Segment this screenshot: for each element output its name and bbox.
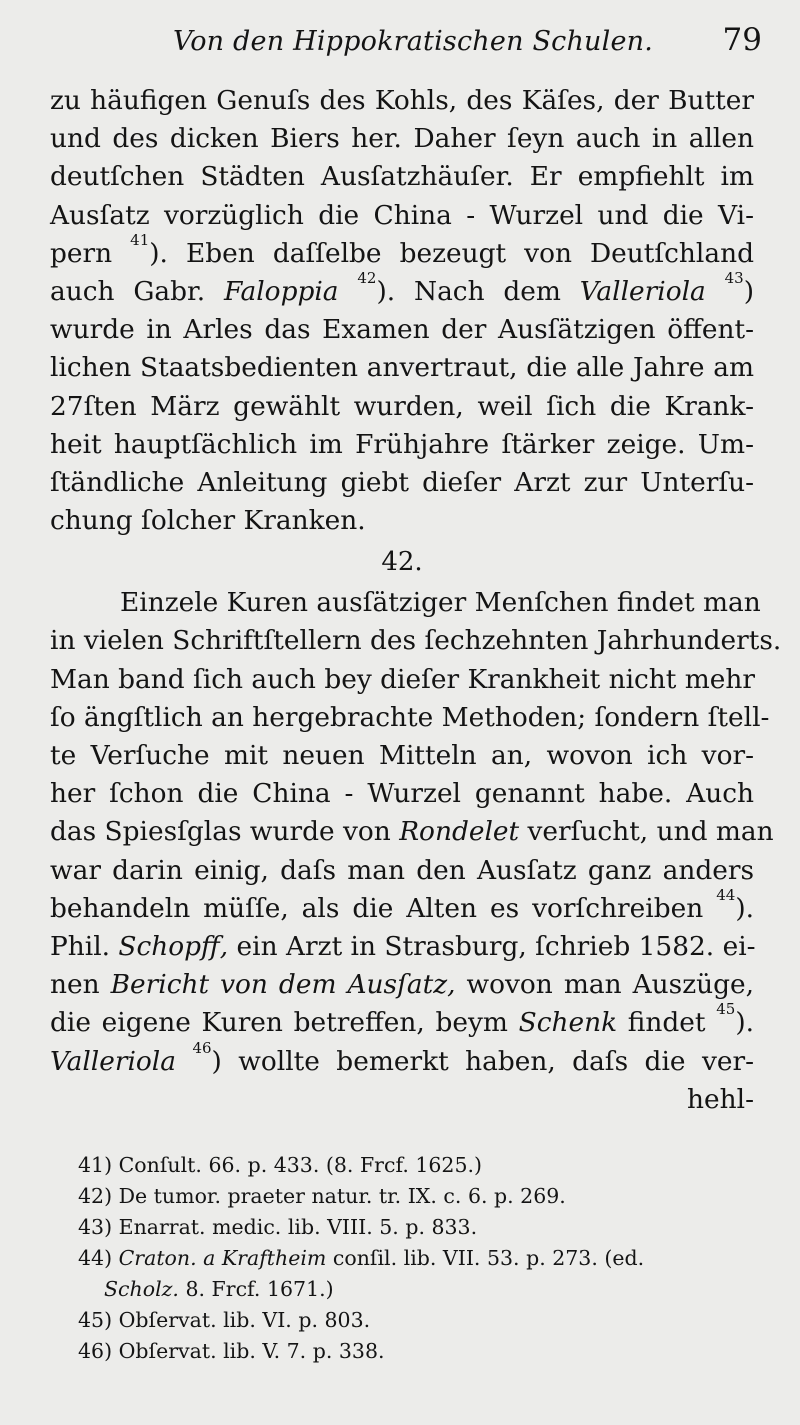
footnotes: [78, 1150, 758, 1367]
footnote-line: [78, 1181, 758, 1212]
text-line: [50, 311, 754, 349]
footnote-line: [78, 1243, 758, 1274]
text-line: [50, 775, 754, 813]
text-line: [50, 349, 754, 387]
footnote-ref: 43: [724, 268, 744, 287]
text-line: [50, 268, 755, 311]
text-run: war darin einig, daſs man den Ausſatz ganz anders: [50, 854, 754, 886]
text-line: [50, 502, 754, 540]
text-line: [50, 197, 754, 235]
footnote-ref: 44: [716, 885, 736, 904]
text-line: [50, 426, 754, 464]
text-line: [50, 158, 754, 196]
text-run: nen: [50, 969, 111, 1001]
body-text: [50, 82, 782, 1119]
text-run: ). Nach dem: [376, 275, 580, 307]
text-run: te Verſuche mit neuen Mitteln an, wovon ich vor-: [50, 740, 754, 771]
text-run: lichen Staatsbedienten anvertraut, die alle Jahre am: [50, 352, 754, 384]
italic-text: Faloppia: [223, 275, 339, 307]
footnote-ref: 41: [130, 230, 150, 249]
text-line: [50, 120, 754, 158]
text-run: zu häufigen Genuſs des Kohls, des Käſes, der Butter: [50, 85, 754, 116]
footnote-line: [78, 1305, 758, 1336]
italic-text: Rondelet: [399, 816, 520, 848]
text-run: 27ſten März gewählt wurden, weil ſich die Krank-: [50, 390, 754, 422]
text-line: [50, 622, 782, 660]
text-run: wurde in Arles das Examen der Ausſätzigen öffent-: [50, 314, 754, 346]
text-run: [176, 1046, 192, 1077]
text-run: ).: [735, 1007, 754, 1039]
page-number: 79: [722, 22, 762, 58]
italic-text: Bericht von dem Ausſatz,: [110, 969, 456, 1001]
text-line: [50, 1081, 754, 1119]
text-line: [50, 82, 754, 120]
text-run: ) wollte bemerkt haben, daſs die ver-: [211, 1045, 755, 1077]
text-run: behandeln müſſe, als die Alten es vorſchreiben: [50, 892, 717, 924]
text-run: Man band ſich auch bey dieſer Krankheit nicht mehr: [50, 663, 756, 695]
text-line: [50, 1038, 755, 1081]
text-run: Phil.: [50, 930, 119, 962]
text-run: ſtändliche Anleitung giebt dieſer Arzt zur Unterſu-: [50, 466, 754, 498]
text-line: [50, 852, 754, 890]
text-run: conſil. lib. VII. 53. p. 273. (ed.: [326, 1246, 645, 1270]
text-line: [50, 230, 754, 273]
text-run: 46) Obſervat. lib. V. 7. p. 338.: [78, 1339, 385, 1363]
text-run: Einzele Kuren ausſätziger Menſchen findet man: [120, 587, 761, 619]
italic-text: Schenk: [518, 1007, 618, 1039]
text-line: [50, 813, 774, 851]
text-run: ſo ängſtlich an hergebrachte Methoden; ſondern ſtell-: [50, 701, 770, 733]
text-run: verſucht, und man: [519, 816, 774, 848]
text-run: Ausſatz vorzüglich die China - Wurzel und die Vi-: [50, 199, 754, 231]
text-run: das Spiesſglas wurde von: [50, 816, 400, 848]
text-run: ). Eben daſſelbe bezeugt von Deutſchland: [149, 237, 754, 269]
text-run: 44): [78, 1246, 119, 1270]
text-run: her ſchon die China - Wurzel genannt habe. Auch: [50, 778, 754, 810]
paragraph-41-continuation: [50, 82, 754, 540]
text-run: heit hauptſächlich im Frühjahre ſtärker zeige. Um-: [50, 428, 754, 460]
text-run: wovon man Auszüge,: [455, 969, 754, 1001]
text-run: findet: [617, 1007, 717, 1039]
text-run: deutſchen Städten Ausſatzhäuſer. Er empfiehlt im: [50, 161, 754, 193]
italic-text: Scholz.: [104, 1277, 179, 1301]
italic-text: Valleriola: [579, 275, 706, 307]
text-line: [50, 699, 770, 737]
text-run: ).: [735, 892, 754, 924]
italic-text: Craton. a Kraftheim: [118, 1246, 327, 1270]
text-run: und des dicken Biers her. Daher ſeyn auch in allen: [50, 123, 754, 155]
text-run: die eigene Kuren betreffen, beym: [50, 1007, 519, 1039]
text-line: [50, 388, 754, 426]
text-run: 43) Enarrat. medic. lib. VIII. 5. p. 833.: [78, 1215, 478, 1239]
text-run: 8. Frcf. 1671.): [178, 1277, 334, 1301]
text-run: ): [743, 275, 755, 307]
text-line: [50, 1000, 754, 1042]
footnote-ref: 46: [192, 1038, 212, 1057]
footnote-line: [78, 1336, 758, 1367]
paragraph-42: [50, 584, 782, 1119]
text-run: ein Arzt in Strasburg, ſchrieb 1582. ei-: [228, 930, 756, 962]
text-run: chung ſolcher Kranken.: [50, 505, 366, 537]
footnote-ref: 42: [357, 268, 377, 287]
section-number: 42.: [381, 547, 423, 578]
text-run: [339, 276, 358, 307]
text-run: 45) Obſervat. lib. VI. p. 803.: [78, 1308, 371, 1332]
text-line: [50, 928, 754, 966]
text-run: auch Gabr.: [50, 275, 224, 307]
italic-text: Schopff,: [118, 930, 229, 962]
text-line: [50, 966, 754, 1004]
footnote-line: [78, 1274, 758, 1305]
text-line: [50, 737, 754, 775]
text-run: [706, 276, 725, 307]
footnote-line: [78, 1150, 758, 1181]
footnote-ref: 45: [716, 1000, 736, 1019]
italic-text: Valleriola: [50, 1045, 176, 1077]
footnote-line: [78, 1212, 758, 1243]
text-run: in vielen Schriftſtellern des ſechzehnten Jahrhunderts.: [50, 625, 782, 657]
text-line: [50, 464, 754, 502]
text-run: 42) De tumor. praeter natur. tr. IX. c. 6. p. 269.: [78, 1184, 566, 1208]
text-run: hehl-: [687, 1083, 754, 1115]
text-run: pern: [50, 237, 131, 269]
text-line: [50, 885, 754, 928]
text-run: 41) Conſult. 66. p. 433. (8. Frcf. 1625.): [78, 1153, 483, 1177]
text-line: [50, 661, 754, 699]
running-title: Von den Hippokratischen Schulen.: [173, 26, 654, 57]
text-line: [50, 584, 761, 622]
page-header: [48, 20, 762, 60]
